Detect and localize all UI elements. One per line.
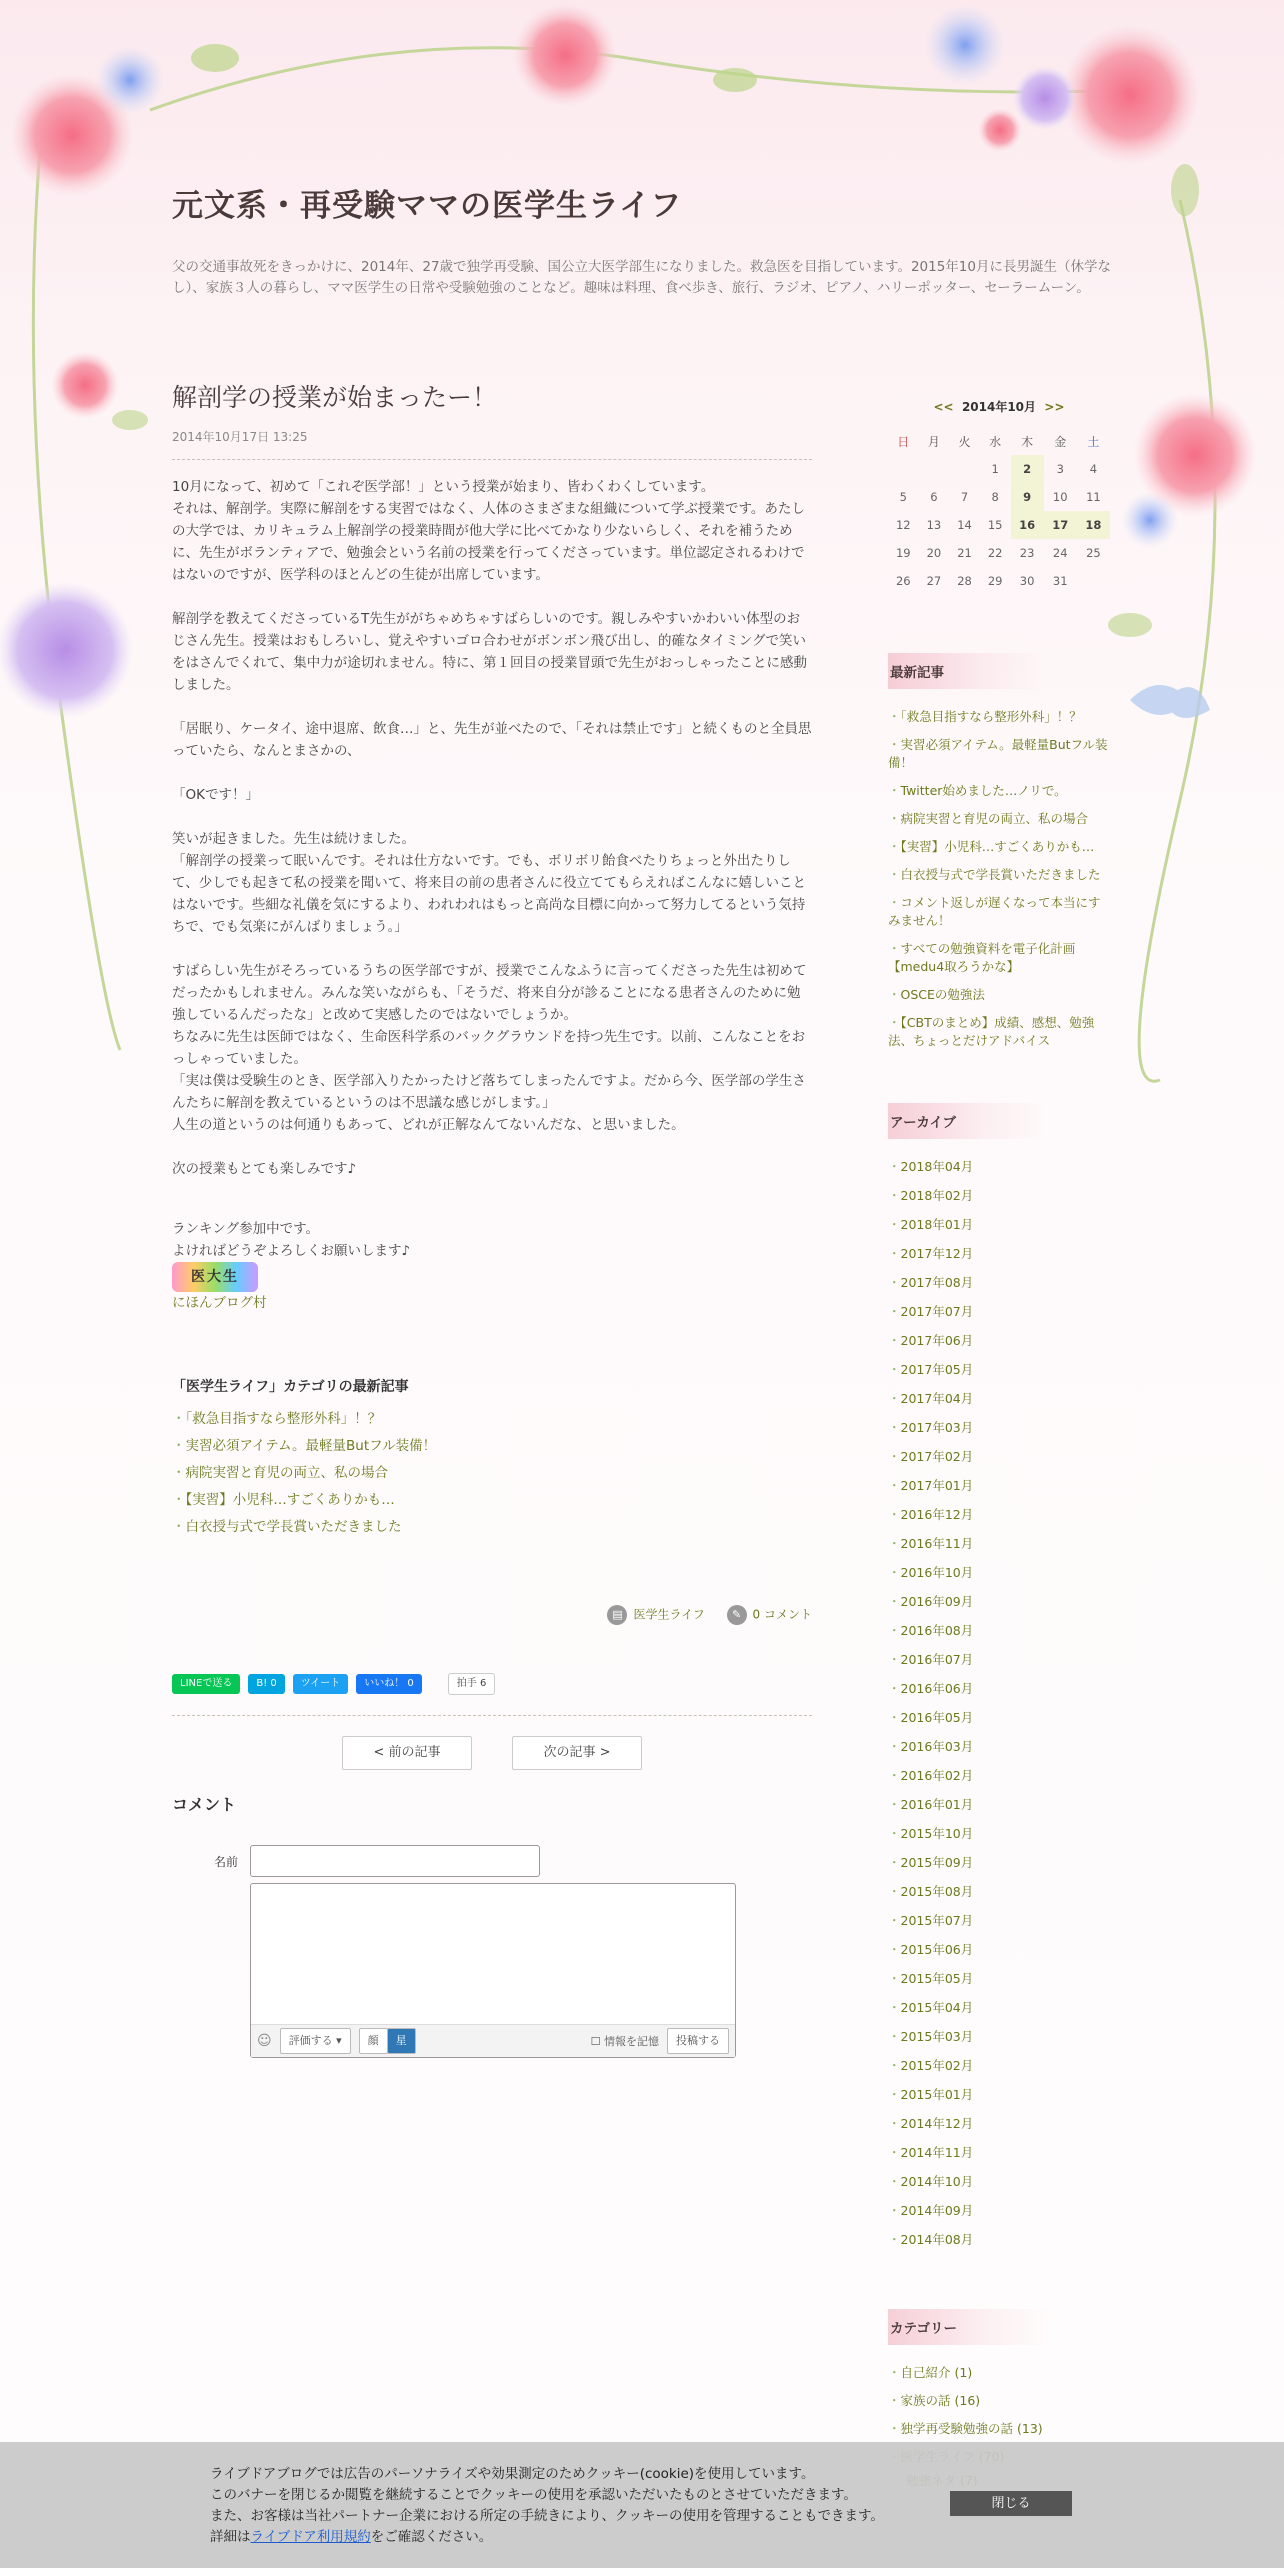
post-paragraph: 「居眠り、ケータイ、途中退席、飲食…」と、先生が並べたので、「それは禁止です」と続くものと全員思っていたら、なんとまさかの、 — [172, 721, 812, 759]
list-item — [888, 2139, 1110, 2168]
sidebar-link[interactable]: 2018年02月 — [900, 1188, 974, 1203]
list-item — [172, 1514, 812, 1541]
cookie-line: また、お客様は当社パートナー企業における所定の手続きにより、クッキーの使用を管理することもできます。 — [210, 2508, 884, 2524]
calendar-day: 1 — [991, 462, 999, 476]
ranking-text: ランキング参加中です。 — [172, 1221, 320, 1237]
sidebar-link[interactable]: 白衣授与式で学長賞いただきました — [900, 867, 1101, 882]
list-item — [888, 1298, 1110, 1327]
calendar-weekday: 日 — [897, 434, 910, 449]
list-item — [888, 2110, 1110, 2139]
post-paragraph: 笑いが起きました。先生は続けました。 「解剖学の授業って眠いんです。それは仕方ないです。でも、ボリボリ飴食べたりちょっと外出たりして、少しでも起きて私の授業を聞いて、将来目の前の患者さんに役立ててもらえればこんなに嬉しいことはないです。些細な礼儀を気にするより、われわれはもっと高尚な目標に向かって努力してるという気持ちで、でも気楽にがんばりましょう。」 — [172, 831, 806, 935]
rating-select[interactable]: 評価する ▾ — [280, 2028, 351, 2054]
list-item — [888, 1530, 1110, 1559]
post-paragraph: 「OKです！」 — [172, 787, 259, 803]
sidebar-link[interactable]: 実習必須アイテム。最軽量Butフル装備！ — [888, 737, 1108, 770]
sidebar-link[interactable]: 2017年07月 — [900, 1304, 974, 1319]
sidebar-link[interactable]: 2015年09月 — [900, 1855, 974, 1870]
list-item — [888, 1240, 1110, 1269]
sidebar-link[interactable]: 2016年02月 — [900, 1768, 974, 1783]
list-item — [888, 805, 1110, 833]
list-item — [888, 1617, 1110, 1646]
terms-link[interactable]: ライブドア利用規約 — [250, 2529, 371, 2545]
list-item — [888, 731, 1110, 777]
category-heading: カテゴリー — [888, 2309, 1050, 2345]
calendar-header — [888, 398, 1110, 415]
sidebar-link[interactable]: 2018年01月 — [900, 1217, 974, 1232]
cookie-text — [210, 2464, 884, 2548]
sidebar-link[interactable]: 2016年10月 — [900, 1565, 974, 1580]
list-item — [888, 1733, 1110, 1762]
sidebar-link[interactable]: 2017年01月 — [900, 1478, 974, 1493]
sidebar-link[interactable]: 2017年08月 — [900, 1275, 974, 1290]
list-item — [888, 981, 1110, 1009]
post-body — [172, 476, 812, 1314]
list-item — [888, 2359, 1110, 2387]
sidebar-link[interactable]: 2017年03月 — [900, 1420, 974, 1435]
recent-heading: 最新記事 — [888, 653, 1050, 689]
calendar-day: 13 — [926, 518, 942, 532]
cookie-line: をご確認ください。 — [370, 2529, 493, 2545]
calendar-day: 29 — [987, 574, 1003, 588]
sidebar-link[interactable]: 2016年03月 — [900, 1739, 974, 1754]
list-item — [888, 861, 1110, 889]
hatena-bookmark-button[interactable]: B! 0 — [248, 1674, 284, 1694]
calendar-weekday: 金 — [1054, 434, 1067, 449]
list-item — [888, 1907, 1110, 1936]
list-item — [888, 1327, 1110, 1356]
related-link[interactable]: 「救急目指すなら整形外科」！？ — [185, 1411, 382, 1427]
name-input[interactable] — [250, 1845, 540, 1877]
sidebar-link[interactable]: 2016年11月 — [900, 1536, 974, 1551]
calendar-day: 12 — [895, 518, 911, 532]
face-toggle[interactable]: 顔 — [359, 2028, 388, 2054]
list-item — [888, 2023, 1110, 2052]
list-item — [888, 1501, 1110, 1530]
tweet-button[interactable]: ツイート — [293, 1674, 349, 1694]
list-item — [888, 1153, 1110, 1182]
list-item — [888, 2197, 1110, 2226]
list-item — [888, 2168, 1110, 2197]
cookie-line: このバナーを閉じるか閲覧を継続することでクッキーの使用を承認いただいたものとさせていただきます。 — [210, 2487, 857, 2503]
sidebar-link[interactable]: 2016年01月 — [900, 1797, 974, 1812]
facebook-like-button[interactable]: いいね！ 0 — [356, 1674, 422, 1694]
calendar-day: 30 — [1019, 574, 1035, 588]
calendar-day: 10 — [1052, 490, 1068, 504]
related-link[interactable]: 病院実習と育児の両立、私の場合 — [185, 1465, 388, 1481]
sidebar — [888, 398, 1110, 2489]
sidebar-link[interactable]: 2018年04月 — [900, 1159, 974, 1174]
sidebar-link[interactable]: Twitter始めました…ノリで。 — [900, 783, 1067, 798]
post-date: 2014年10月17日 13:25 — [172, 428, 812, 460]
sidebar-link[interactable]: 2016年05月 — [900, 1710, 974, 1725]
next-post-button[interactable]: 次の記事 > — [512, 1736, 642, 1770]
category-link[interactable]: 医学生ライフ — [633, 1607, 705, 1622]
sidebar-link[interactable]: 2016年07月 — [900, 1652, 974, 1667]
ranking-banner[interactable]: 医大生 — [172, 1262, 258, 1292]
cookie-line: 詳細は — [210, 2529, 251, 2545]
ranking-text: よければどうぞよろしくお願いします♪ — [172, 1243, 411, 1259]
calendar-day[interactable]: 17 — [1044, 511, 1077, 539]
calendar-day: 3 — [1056, 462, 1064, 476]
list-item — [888, 1994, 1110, 2023]
comment-form — [172, 1792, 812, 2058]
post-title[interactable]: 解剖学の授業が始まったー！ — [172, 383, 498, 412]
list-item — [172, 1406, 812, 1433]
calendar-day: 5 — [899, 490, 907, 504]
sidebar-link[interactable]: 2015年04月 — [900, 2000, 974, 2015]
calendar-day — [1077, 567, 1110, 595]
calendar-month: 2014年10月 — [961, 400, 1037, 414]
list-item — [888, 1211, 1110, 1240]
sidebar-link[interactable]: コメント返しが遅くなって本当にすみません！ — [888, 895, 1101, 928]
sidebar-link[interactable]: すべての勉強資料を電子化計画【medu4取ろうかな】 — [888, 941, 1076, 974]
sidebar-link[interactable]: 【実習】小児科…すごくありかも… — [900, 839, 1095, 854]
recent-posts-list — [888, 703, 1110, 1055]
calendar-day: 14 — [957, 518, 972, 532]
share-buttons — [172, 1673, 812, 1716]
calendar-day[interactable]: 9 — [1011, 483, 1044, 511]
sidebar-link[interactable]: 2017年06月 — [900, 1333, 974, 1348]
cookie-banner — [0, 2442, 1284, 2568]
list-item — [888, 1762, 1110, 1791]
list-item — [172, 1460, 812, 1487]
sidebar-link[interactable]: 自己紹介 (1) — [900, 2365, 973, 2380]
post-paragraph: 次の授業もとても楽しみです♪ — [172, 1161, 357, 1177]
calendar-weekday: 月 — [927, 434, 940, 449]
sidebar-link[interactable]: OSCEの勉強法 — [900, 987, 985, 1002]
cookie-line: ライブドアブログでは広告のパーソナライズや効果測定のためクッキー(cookie)を使用しています。 — [210, 2466, 815, 2482]
sidebar-link[interactable]: 2014年08月 — [900, 2232, 974, 2247]
related-link[interactable]: 実習必須アイテム。最軽量Butフル装備！ — [185, 1438, 437, 1454]
close-cookie-button[interactable]: 閉じる — [950, 2491, 1072, 2516]
calendar-weekday: 火 — [958, 434, 971, 449]
calendar-weekday: 水 — [989, 434, 1002, 449]
list-item — [888, 1588, 1110, 1617]
archive-heading: アーカイブ — [888, 1103, 1050, 1139]
remember-label: 情報を記憶 — [604, 2035, 659, 2048]
list-item — [888, 1414, 1110, 1443]
list-item — [888, 1009, 1110, 1055]
list-item — [888, 1965, 1110, 1994]
calendar-day[interactable]: 18 — [1077, 511, 1110, 539]
comment-heading: コメント — [172, 1795, 237, 1814]
comment-textarea[interactable] — [251, 1884, 735, 2025]
list-item — [888, 1820, 1110, 1849]
list-item — [888, 1385, 1110, 1414]
list-item — [888, 1182, 1110, 1211]
sidebar-link[interactable]: 2015年06月 — [900, 1942, 974, 1957]
sidebar-link[interactable]: 2014年09月 — [900, 2203, 974, 2218]
sidebar-link[interactable]: 【CBTのまとめ】成績、感想、勉強法、ちょっとだけアドバイス — [888, 1015, 1095, 1048]
sidebar-link[interactable]: 2016年09月 — [900, 1594, 974, 1609]
calendar-next-link[interactable]: >> — [1044, 400, 1065, 414]
sidebar-link[interactable]: 2017年05月 — [900, 1362, 974, 1377]
related-link[interactable]: 白衣授与式で学長賞いただきました — [185, 1519, 402, 1535]
list-item — [888, 2226, 1110, 2255]
calendar-day: 31 — [1052, 574, 1068, 588]
calendar-day: 19 — [895, 546, 911, 560]
article — [172, 378, 812, 2058]
sidebar-link[interactable]: 独学再受験勉強の話 (13) — [900, 2421, 1043, 2436]
sidebar-link[interactable]: 「救急目指すなら整形外科」！？ — [900, 709, 1082, 724]
sidebar-link[interactable]: 2016年06月 — [900, 1681, 974, 1696]
list-item — [888, 1675, 1110, 1704]
calendar-day: 6 — [930, 490, 938, 504]
ranking-link[interactable]: にほんブログ村 — [172, 1295, 267, 1311]
calendar-day: 28 — [957, 574, 972, 588]
related-posts — [172, 1376, 812, 1541]
list-item — [888, 1849, 1110, 1878]
calendar-day: 25 — [1086, 546, 1101, 560]
calendar-day — [888, 455, 919, 483]
folder-icon: ▤ — [607, 1605, 627, 1625]
sidebar-link[interactable]: 2015年10月 — [900, 1826, 974, 1841]
prev-post-button[interactable]: < 前の記事 — [342, 1736, 472, 1770]
list-item — [888, 1356, 1110, 1385]
related-heading: 「医学生ライフ」カテゴリの最新記事 — [172, 1379, 409, 1395]
sidebar-link[interactable]: 病院実習と育児の両立、私の場合 — [900, 811, 1089, 826]
calendar-day: 15 — [987, 518, 1003, 532]
calendar-day: 11 — [1086, 490, 1101, 504]
list-item — [888, 1559, 1110, 1588]
comment-icon: ✎ — [727, 1605, 747, 1625]
calendar-prev-link[interactable]: << — [933, 400, 954, 414]
site-description: 父の交通事故死をきっかけに、2014年、27歳で独学再受験、国公立大医学部生になりました。救急医を目指しています。2015年10月に長男誕生（休学なし）、家族３人の暮らし、ママ医学生の日常や受験勉強のことなど。趣味は料理、食べ歩き、旅行、ラジオ、ピアノ、ハリーポッター、セーラームーン。 — [172, 259, 1111, 296]
calendar-day — [949, 455, 980, 483]
sidebar-link[interactable]: 2017年12月 — [900, 1246, 974, 1261]
comment-count-link[interactable]: 0 コメント — [752, 1607, 812, 1622]
sidebar-link[interactable]: 2015年05月 — [900, 1971, 974, 1986]
calendar-day — [919, 455, 950, 483]
related-link[interactable]: 【実習】小児科…すごくありかも… — [185, 1492, 395, 1508]
list-item — [888, 935, 1110, 981]
list-item — [888, 1704, 1110, 1733]
calendar-day: 24 — [1052, 546, 1068, 560]
list-item — [888, 703, 1110, 731]
rating-select-label: 評価する — [288, 2034, 333, 2047]
pager — [172, 1736, 812, 1770]
calendar-day: 22 — [987, 546, 1003, 560]
calendar-day: 4 — [1089, 462, 1098, 476]
list-item — [888, 1791, 1110, 1820]
calendar-day: 26 — [895, 574, 911, 588]
emoji-icon[interactable]: ☺ — [257, 2033, 272, 2049]
calendar-day: 20 — [926, 546, 942, 560]
list-item — [888, 1443, 1110, 1472]
sidebar-link[interactable]: 2017年04月 — [900, 1391, 974, 1406]
sidebar-link[interactable]: 家族の話 (16) — [900, 2393, 981, 2408]
sidebar-link[interactable]: 2015年02月 — [900, 2058, 974, 2073]
list-item — [888, 2387, 1110, 2415]
list-item — [888, 1646, 1110, 1675]
sidebar-link[interactable]: 2016年08月 — [900, 1623, 974, 1638]
name-label: 名前 — [213, 1855, 238, 1869]
sidebar-link[interactable]: 2014年10月 — [900, 2174, 974, 2189]
clap-button[interactable]: 拍手 6 — [448, 1673, 496, 1695]
submit-comment-button[interactable]: 投稿する — [667, 2028, 729, 2054]
calendar-weekday: 木 — [1021, 434, 1034, 449]
list-item — [888, 889, 1110, 935]
list-item — [888, 2081, 1110, 2110]
post-paragraph: 10月になって、初めて「これぞ医学部！」という授業が始まり、皆わくわくしています。 それは、解剖学。実際に解剖をする実習ではなく、人体のさまざまな組織について学ぶ授業です。あたしの大学では、カリキュラム上解剖学の授業時間が他大学に比べてかなり少ないらしく、それを補うために、先生がボランティアで、勉強会という名前の授業を行ってくださっています。単位認定されるわけではないのですが、医学科のほとんどの生徒が出席しています。 — [172, 479, 805, 583]
calendar-day[interactable]: 2 — [1011, 455, 1044, 483]
calendar-day: 7 — [960, 490, 969, 504]
star-toggle[interactable]: 星 — [387, 2028, 416, 2054]
list-item — [888, 1472, 1110, 1501]
list-item — [888, 1936, 1110, 1965]
list-item — [172, 1433, 812, 1460]
list-item — [172, 1487, 812, 1514]
calendar-day: 27 — [926, 574, 942, 588]
calendar-day[interactable]: 16 — [1011, 511, 1044, 539]
post-paragraph: すばらしい先生がそろっているうちの医学部ですが、授業でこんなふうに言ってくださった先生は初めてだったかもしれません。みんな笑いながらも、「そうだ、将来自分が診ることになる患者さんのために勉強しているんだったな」と改めて実感したのではないでしょうか。 ちなみに先生は医師ではなく、生命医科学系のバックグラウンドを持つ先生です。以前、こんなことをおっしゃっていました。 「実は僕は受験生のとき、医学部入りたかったけど落ちてしまったんですよ。だから今、医学部の学生さんたちに解剖を教えているというのは不思議な感じがします。」 人生の道というのは何通りもあって、どれが正解なんてないんだな、と思いました。 — [172, 963, 807, 1133]
site-title[interactable]: 元文系・再受験ママの医学生ライフ — [172, 188, 683, 224]
sidebar-link[interactable]: 2015年07月 — [900, 1913, 974, 1928]
remember-checkbox[interactable]: ☐ 情報を記憶 — [590, 2035, 659, 2048]
sidebar-link[interactable]: 2014年11月 — [900, 2145, 974, 2160]
calendar-day: 21 — [957, 546, 972, 560]
calendar-day: 23 — [1019, 546, 1035, 560]
calendar-table — [888, 427, 1110, 595]
sidebar-link[interactable]: 2017年02月 — [900, 1449, 974, 1464]
sidebar-link[interactable]: 2015年03月 — [900, 2029, 974, 2044]
comment-toolbar — [251, 2025, 735, 2057]
list-item — [888, 833, 1110, 861]
line-share-button[interactable]: LINEで送る — [172, 1674, 240, 1694]
list-item — [888, 1269, 1110, 1298]
list-item — [888, 2052, 1110, 2081]
post-paragraph: 解剖学を教えてくださっているT先生ががちゃめちゃすばらしいのです。親しみやすいかわいい体型のおじさん先生。授業はおもしろいし、覚えやすいゴロ合わせがボンボン飛び出し、的確なタイミングで笑いをはさんでくれて、集中力が途切れません。特に、第１回目の授業冒頭で先生がおっしゃったことに感動しました。 — [172, 611, 808, 693]
blog-header — [172, 180, 1112, 299]
list-item — [888, 1878, 1110, 1907]
post-meta — [172, 1605, 812, 1625]
list-item — [888, 2415, 1110, 2443]
calendar-weekday: 土 — [1087, 434, 1100, 449]
sidebar-link[interactable]: 2015年01月 — [900, 2087, 974, 2102]
sidebar-link[interactable]: 2015年08月 — [900, 1884, 974, 1899]
sidebar-link[interactable]: 2016年12月 — [900, 1507, 974, 1522]
sidebar-link[interactable]: 2014年12月 — [900, 2116, 974, 2131]
calendar-day: 8 — [991, 490, 999, 504]
list-item — [888, 777, 1110, 805]
archive-list — [888, 1153, 1110, 2255]
